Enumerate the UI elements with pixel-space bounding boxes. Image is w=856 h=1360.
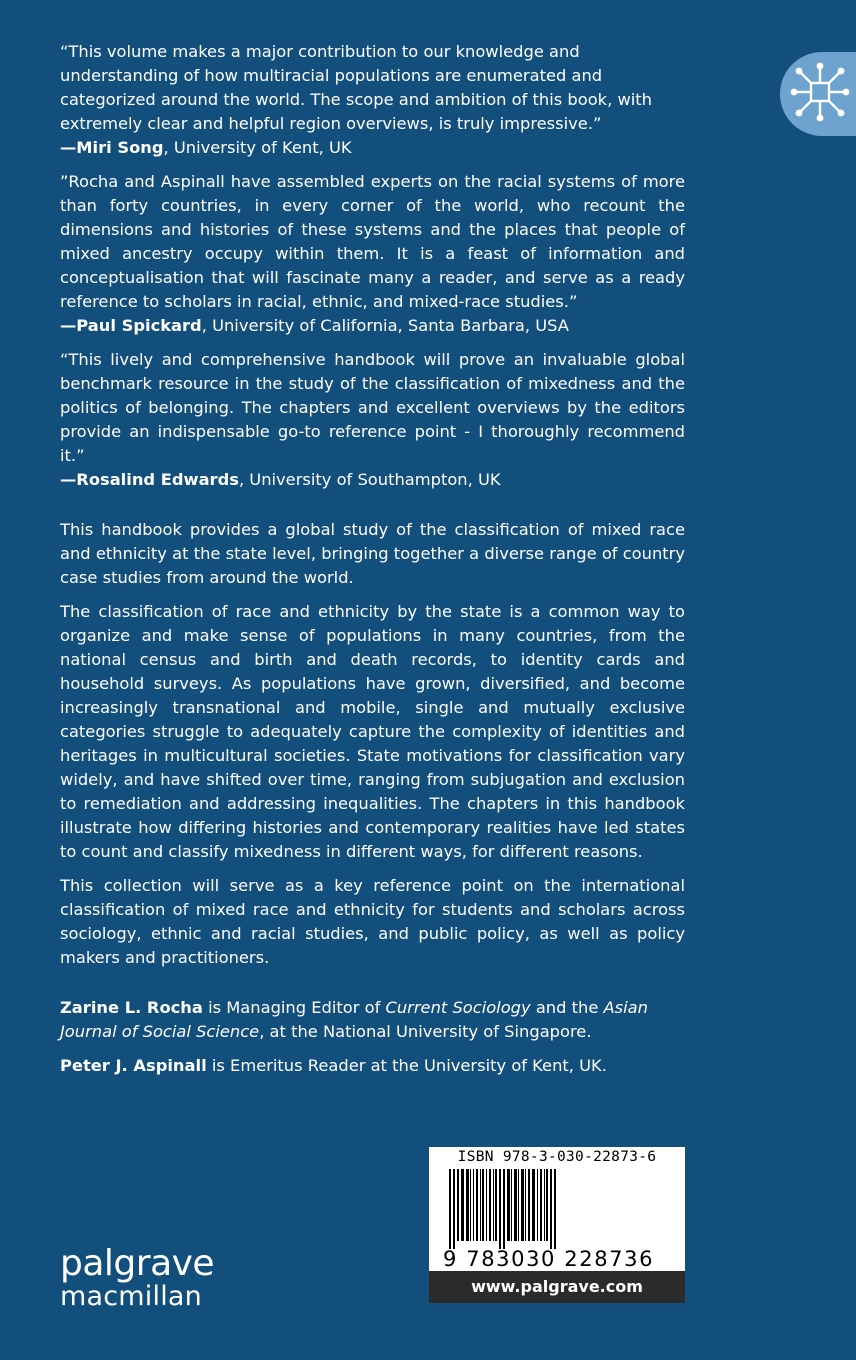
barcode-bar <box>453 1169 455 1249</box>
barcode-bar <box>537 1169 538 1241</box>
review-quote-3: “This lively and comprehensive handbook will prove an invaluable global benchmark resource in the study of the classification of mixedness and the politics of belonging. The chapters and excellent overviews by the editors provide an indispensable go-to reference point - I thoroughly recommend it.” <box>60 350 685 465</box>
barcode-bar <box>466 1169 469 1241</box>
journal-current-sociology: Current Sociology <box>385 998 531 1017</box>
barcode-bar <box>489 1169 491 1241</box>
barcode-bar <box>493 1169 494 1241</box>
reviewer-affiliation-1: , University of Kent, UK <box>163 138 352 157</box>
reviewer-affiliation-2: , University of California, Santa Barbara, USA <box>201 316 569 335</box>
barcode-bars <box>445 1169 669 1249</box>
journal-asian-social-science: Asian Journal of Social Science <box>60 998 648 1041</box>
reviewer-name-3: —Rosalind Edwards <box>60 470 239 489</box>
barcode-bar <box>470 1169 471 1241</box>
barcode-bar <box>486 1169 487 1241</box>
description-paragraph-3: This collection will serve as a key reference point on the international classification of mixed race and ethnicity for students and scholars across sociology, ethnic and racial studies, and public policy, as well as policy makers and practitioners. <box>60 876 685 967</box>
barcode-bar <box>546 1169 548 1241</box>
isbn-barcode <box>429 1147 685 1303</box>
review-attribution-1 <box>60 136 685 160</box>
barcode-number: 9 783030 228736 <box>443 1247 655 1271</box>
barcode-bar <box>540 1169 542 1241</box>
reviewer-name-2: —Paul Spickard <box>60 316 202 335</box>
barcode-bar <box>461 1169 464 1241</box>
bio-aspinall: Peter J. Aspinall is Emeritus Reader at the University of Kent, UK. <box>60 1056 607 1075</box>
reviewer-affiliation-3: , University of Southampton, UK <box>238 470 501 489</box>
barcode-bar <box>554 1169 556 1249</box>
description-paragraph-1: This handbook provides a global study of the classification of mixed race and ethnicity at the state level, bringing together a diverse range of country case studies from around the world. <box>60 520 685 587</box>
barcode-bar <box>457 1169 459 1241</box>
barcode-bar <box>507 1169 510 1241</box>
barcode-bar <box>482 1169 484 1241</box>
publisher-logo <box>60 1243 215 1312</box>
network-icon <box>782 54 856 130</box>
bio-aspinall-name: Peter J. Aspinall <box>60 1056 207 1075</box>
barcode-bar <box>550 1169 552 1249</box>
barcode-bar <box>499 1169 501 1249</box>
reviewer-name-1: —Miri Song <box>60 138 164 157</box>
barcode-bar <box>514 1169 517 1241</box>
barcode-bar <box>518 1169 519 1241</box>
barcode-bar <box>449 1169 451 1249</box>
bio-rocha-name: Zarine L. Rocha <box>60 998 203 1017</box>
review-attribution-3 <box>60 468 685 492</box>
series-logo-tab <box>780 52 856 136</box>
isbn-label: ISBN 978-3-030-22873-6 <box>457 1149 657 1165</box>
barcode-bar <box>473 1169 474 1241</box>
barcode-bar <box>532 1169 535 1241</box>
review-attribution-2 <box>60 314 685 338</box>
blurb-column <box>60 40 685 1078</box>
barcode-bar <box>480 1169 481 1241</box>
bio-rocha: Zarine L. Rocha is Managing Editor of Current Sociology and the Asian Journal of Social Science, at the National University of Singapore. <box>60 998 648 1041</box>
barcode-bar <box>511 1169 512 1241</box>
barcode-bar <box>521 1169 524 1241</box>
publisher-website: www.palgrave.com <box>429 1271 685 1303</box>
publisher-line-2: macmillan <box>60 1281 202 1312</box>
barcode-bar <box>544 1169 545 1241</box>
barcode-bar <box>525 1169 526 1241</box>
barcode-bar <box>503 1169 505 1249</box>
barcode-bar <box>495 1169 497 1241</box>
review-quote-2: ”Rocha and Aspinall have assembled experts on the racial systems of more than forty countries, in every corner of the world, who recount the dimensions and histories of these systems and the places that people of mixed ancestry occupy within them. It is a feast of information and conceptualisation that will fascinate many a reader, and serve as a ready reference to scholars in racial, ethnic, and mixed-race studies.” <box>60 172 685 311</box>
description-paragraph-2: The classification of race and ethnicity by the state is a common way to organize and make sense of populations in many countries, from the national census and birth and death records, to identity cards and household surveys. As populations have grown, diversified, and become increasingly transnational and mobile, single and mutually exclusive categories struggle to adequately capture the complexity of identities and heritages in multicultural societies. State motivations for classification vary widely, and have shifted over time, ranging from subjugation and exclusion to remediation and addressing inequalities. The chapters in this handbook illustrate how differing histories and contemporary realities have led states to count and classify mixedness in different ways, for different reasons. <box>60 602 685 861</box>
review-quote-1: “This volume makes a major contribution to our knowledge and understanding of how multiracial populations are enumerated and categorized around the world. The scope and ambition of this book, with extremely clear and helpful region overviews, is truly impressive.” <box>60 42 652 133</box>
publisher-line-1: palgrave <box>60 1243 215 1284</box>
barcode-bar <box>476 1169 478 1241</box>
barcode-bar <box>528 1169 530 1241</box>
